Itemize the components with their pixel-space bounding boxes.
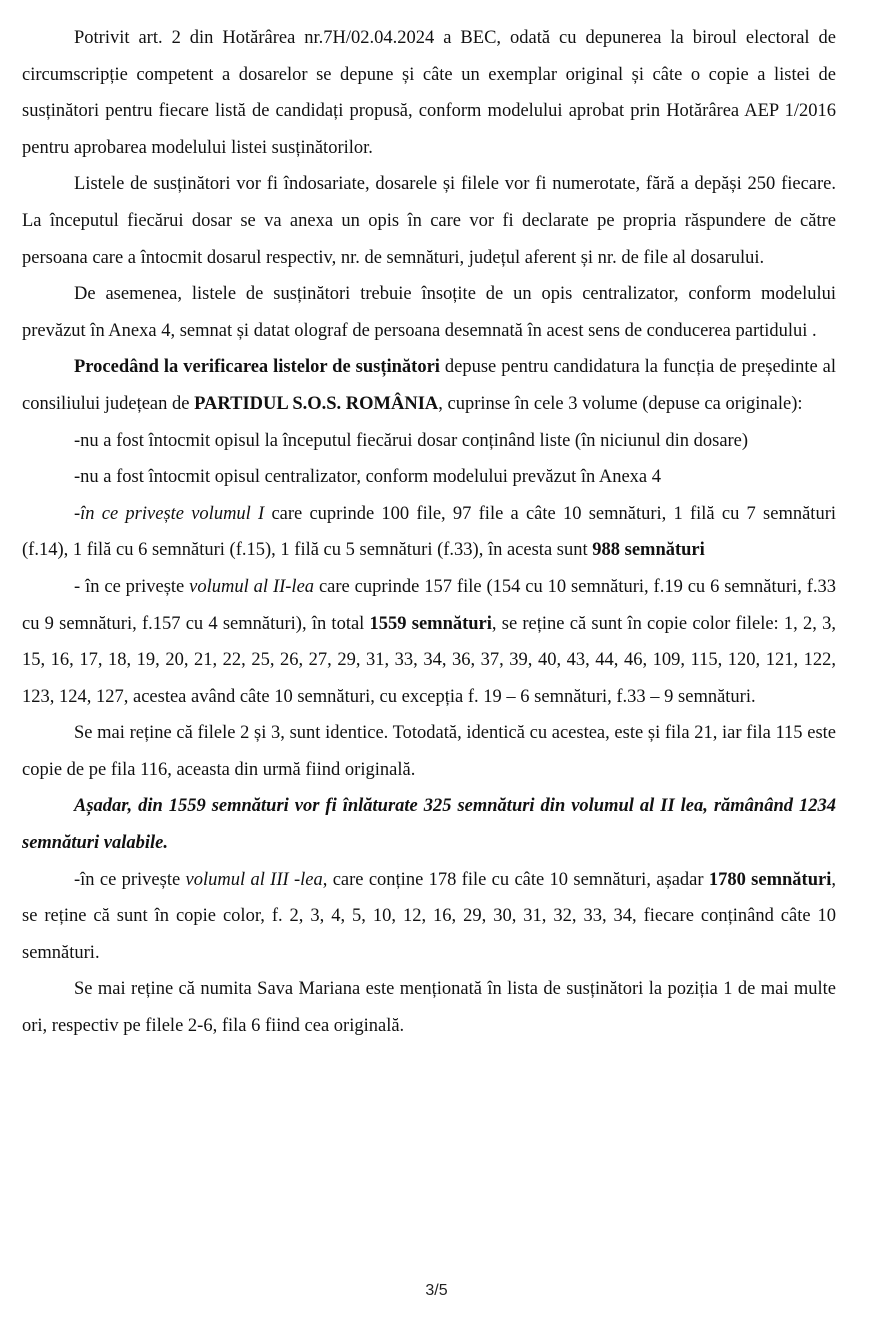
paragraph-4	[22, 349, 836, 422]
page-number: 3/5	[425, 1282, 448, 1299]
paragraph-1: Potrivit art. 2 din Hotărârea nr.7H/02.04.2024 a BEC, odată cu depunerea la biroul electoral de circumscripție competent a dosarelor se depune și câte un exemplar original și câte o copie a listei de susținători pentru fiecare listă de candidați propusă, conform modelului aprobat prin Hotărârea AEP 1/2016 pentru aprobarea modelului listei susținătorilor.	[22, 28, 836, 158]
volume-2-total: 1559 semnături	[369, 613, 492, 634]
volume-2-label: volumul al II-lea	[189, 576, 315, 597]
document-body	[22, 20, 836, 1045]
bold-verification-heading: Procedând la verificarea listelor de susținători	[74, 357, 440, 378]
paragraph-2: Listele de susținători vor fi îndosariate, dosarele și filele vor fi numerotate, fără a depăși 250 fiecare. La începutul fiecărui dosar se va anexa un opis în care vor fi declarate pe propria răspundere de către persoana care a întocmit dosarul respectiv, nr. de semnături, județul aferent și nr. de file al dosarului.	[22, 174, 836, 268]
volume-1-total: 988 semnături	[592, 540, 705, 561]
p8-text-2: care cuprinde 157 file (154 cu 10 semnături, f.19 cu 6 semnături, f.33 cu 9 semnături, f.157 cu 4 semnături), în total	[22, 576, 837, 634]
paragraph-5: -nu a fost întocmit opisul la începutul fiecărui dosar conținând liste (în niciunul din dosare)	[74, 430, 749, 451]
paragraph-8	[22, 569, 836, 715]
p8-text-3: , se reține că sunt în copie color filele: 1, 2, 3, 15, 16, 17, 18, 19, 20, 21, 22, 25, 26, 27, 29, 31, 33, 34, 36, 37, 39, 40, 43, 44, 46, 109, 115, 120, 121, 122, 123, 124, 127, acestea având câte 10 semnături, cu excepția f. 19 – 6 semnături, f.33 – 9 semnături.	[22, 613, 836, 707]
volume-3-label: volumul al III -lea	[185, 869, 323, 890]
p11-text-1: -în ce privește	[74, 869, 186, 890]
p7-text-1: care cuprinde 100 file, 97 file a câte 10 semnături, 1 filă cu 7 semnături (f.14), 1 filă cu 6 semnături (f.15), 1 filă cu 5 semnături (f.33), în acesta sunt	[22, 503, 836, 561]
paragraph-6: -nu a fost întocmit opisul centralizator, conform modelului prevăzut în Anexa 4	[74, 467, 661, 488]
paragraph-9: Se mai reține că filele 2 și 3, sunt identice. Totodată, identică cu acestea, este și fila 21, iar fila 115 este copie de pe fila 116, aceasta din urmă fiind originală.	[22, 723, 836, 780]
p4-text-2: , cuprinse în cele 3 volume (depuse ca originale):	[438, 393, 803, 414]
p11-text-2: , care conține 178 file cu câte 10 semnături, așadar	[322, 869, 709, 890]
bold-party-name: PARTIDUL S.O.S. ROMÂNIA	[194, 393, 439, 414]
paragraph-7	[22, 496, 836, 569]
volume-2-conclusion: Așadar, din 1559 semnături vor fi înlăturate 325 semnături din volumul al II lea, rămânând 1234 semnături valabile.	[22, 796, 836, 854]
paragraph-12: Se mai reține că numita Sava Mariana este menționată în lista de susținători la poziția 1 de mai multe ori, respectiv pe filele 2-6, fila 6 fiind cea originală.	[22, 979, 836, 1037]
p8-text-1: - în ce privește	[74, 576, 190, 597]
paragraph-3: De asemenea, listele de susținători trebuie însoțite de un opis centralizator, conform modelului prevăzut în Anexa 4, semnat și datat olograf de persoana desemnată în acest sens de conducerea partidului .	[22, 284, 836, 341]
paragraph-10	[22, 788, 836, 861]
volume-1-label: -în ce privește volumul I	[74, 503, 265, 524]
paragraph-11	[22, 862, 836, 972]
p11-text-3: , se reține că sunt în copie color, f. 2, 3, 4, 5, 10, 12, 16, 29, 30, 31, 32, 33, 34, fiecare conținând câte 10 semnături.	[22, 869, 836, 963]
p4-text-1: depuse pentru candidatura la funcția de președinte al consiliului județean de	[22, 357, 837, 414]
volume-3-total: 1780 semnături	[708, 869, 832, 890]
